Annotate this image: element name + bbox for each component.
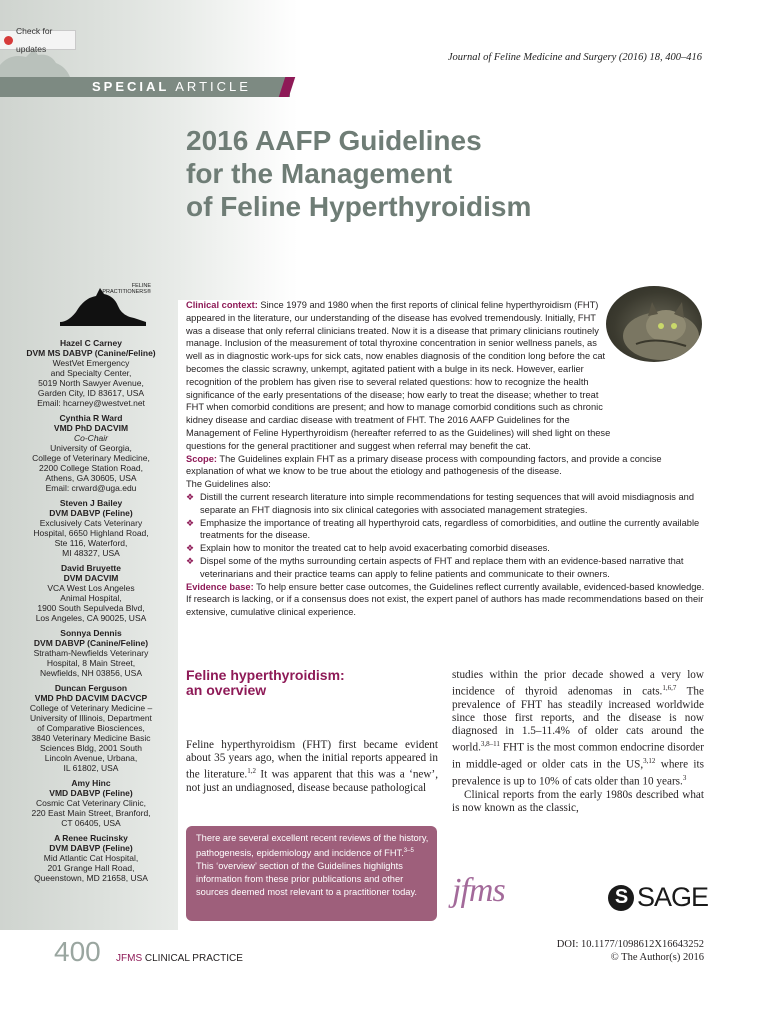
author-name: Steven J Bailey [59,498,123,508]
scope-paragraph [186,453,706,479]
title-line: of Feline Hyperthyroidism [186,191,532,222]
title-line: 2016 AAFP Guidelines [186,125,482,156]
citation: 1,6,7 [662,684,677,693]
author-list [6,338,176,888]
clinical-context-paragraph [186,299,706,453]
author-name: Hazel C Carney [60,338,122,348]
bullet-item [186,491,706,517]
sage-icon: S [608,885,634,911]
author-affiliation-line: Email: crward@uga.edu [45,483,137,493]
update-icon [4,36,13,45]
author-affiliation-line: Los Angeles, CA 90025, USA [35,613,147,623]
author-block [6,628,176,678]
author-credentials: VMD DABVP (Feline) [49,788,133,798]
bullet-text: Emphasize the importance of treating all hyperthyroid cats, regardless of comorbidities, and outline the currently available treatments for the disease. [200,517,700,541]
body-text: where its prevalence is up to 10% of cats older than 10 years. [452,758,704,788]
author-credentials: DVM MS DABVP (Canine/Feline) [26,348,156,358]
article-title [186,124,636,223]
author-affiliation-line: WestVet Emergency [52,358,130,368]
overview-callout-box [186,826,437,921]
body-text: Feline hyperthyroidism (FHT) first became evident about 35 years ago, when the initial reports appeared in the literature. [186,739,438,781]
body-text: FHT is the most common endocrine disorder in middle-aged or older cats in the US, [452,741,704,771]
author-affiliation-line: Stratham-Newfields Veterinary [33,648,149,658]
author-affiliation-line: Athens, GA 30605, USA [45,473,137,483]
body-column-1 [186,739,438,795]
author-name: David Bruyette [61,563,121,573]
title-line: for the Management [186,158,453,189]
author-credentials: VMD PhD DACVIM [53,423,129,433]
author-affiliation-line: Hospital, 6650 Highland Road, [33,528,149,538]
jfms-label: JFMS [116,953,143,964]
bullet-item [186,542,706,555]
author-affiliation-line: 1900 South Sepulveda Blvd, [37,603,145,613]
bullet-diamond-icon: ❖ [186,491,195,502]
author-block [6,338,176,408]
author-credentials: DVM DABVP (Canine/Feline) [33,638,149,648]
author-name: Cynthia R Ward [59,413,123,423]
author-affiliation-line: CT 06405, USA [61,818,121,828]
author-affiliation-line: 5019 North Sawyer Avenue, [38,378,144,388]
sage-logo [608,882,708,913]
guidelines-also-text: The Guidelines also: [186,479,271,490]
body-column-2 [452,669,704,815]
evidence-text: To help ensure better case outcomes, the Guidelines reflect currently available, evidenced-based knowledge. If research is lacking, or if a consensus does not exist, the expert panel of authors has made recommendations based on their extensive, cumulative clinical experience. [186,581,705,618]
copyright: © The Author(s) 2016 [610,952,704,963]
author-affiliation-line: Sciences Bldg, 2001 South [39,743,143,753]
body-text: It was apparent that this was a ‘new’, not just an undiagnosed, disease because pathological [186,768,439,795]
special-article-banner [0,77,290,97]
author-affiliation-line: Hospital, 8 Main Street, [46,658,136,668]
clinical-context-text: Since 1979 and 1980 when the first reports of clinical feline hyperthyroidism (FHT) appeared in the literature, our understanding of the disease has evolved tremendously. Initially, FHT was a disease that only referral clinicians treated. Now it is a disease that primary clinicians routinely manage. Inclusion of the measurement of total thyroxine concentration in senior wellness panels, as well as in diagnostic work-ups for sick cats, now enables diagnosis of the condition long before the cat becomes the classic scrawny, unkempt, agitated patient with a bulge in its neck. However, earlier recognition of the problem has given rise to several related questions: how to recognize the health significance of the early presentations of the disease; how early to treat the disease; whether to treat FHT when comorbid conditions are present; and how to manage comorbid conditions such as chronic kidney disease and cardiac disease with treatment of FHT. The 2016 AAFP Guidelines for the Management of Feline Hyperthyroidism (hereafter referred to as the Guidelines) will shed light on these questions for the general practitioner and suggest when referral may benefit the cat. [186,300,611,451]
citation: 3–5 [403,848,414,854]
author-affiliation-line: Exclusively Cats Veterinary [39,518,143,528]
callout-text: There are several excellent recent reviews of the history, pathogenesis, epidemiology and incidence of FHT. [196,833,429,859]
logo-line: PRACTITIONERS® [102,289,151,295]
body-text: studies within the prior decade showed a very low incidence of thyroid adenomas in cats. [452,669,704,698]
logo-text [96,283,151,295]
author-affiliation-line: Animal Hospital, [60,593,122,603]
bullet-diamond-icon: ❖ [186,517,195,528]
author-credentials: DVM DACVIM [63,573,119,583]
bullet-text: Explain how to monitor the treated cat to help avoid exacerbating comorbid diseases. [200,543,550,554]
doi: DOI: 10.1177/1098612X16643252 [556,939,704,950]
author-block [6,563,176,623]
author-credentials: VMD PhD DACVIM DACVCP [34,693,148,703]
author-role: Co-Chair [73,433,108,443]
sage-logo-text: SAGE [637,882,709,912]
author-name: A Renee Rucinsky [54,833,128,843]
body-text: Clinical reports from the early 1980s described what is now known as the classic, [452,788,704,814]
section-heading-line: an overview [186,682,267,698]
bullet-diamond-icon: ❖ [186,543,195,554]
author-affiliation-line: Ste 116, Waterford, [54,538,128,548]
author-affiliation-line: Queenstown, MD 21658, USA [34,873,148,883]
evidence-label: Evidence base: [186,581,254,592]
author-affiliation-line: Mid Atlantic Cat Hospital, [43,853,139,863]
author-affiliation-line: 201 Grange Hall Road, [47,863,135,873]
evidence-paragraph [186,581,706,619]
banner-special: SPECIAL [92,79,170,94]
banner-article: ARTICLE [175,79,251,94]
author-block [6,778,176,828]
check-for-updates-badge[interactable] [0,26,76,54]
author-affiliation-line: College of Veterinary Medicine – [29,703,153,713]
author-affiliation-line: 3840 Veterinary Medicine Basic [31,733,151,743]
author-affiliation-line: Lincoln Avenue, Urbana, [44,753,138,763]
clinical-context-label: Clinical context: [186,300,258,310]
author-affiliation-line: of Comparative Biosciences, [37,723,145,733]
logo-line: FELINE [131,283,151,289]
author-name: Sonnya Dennis [60,628,122,638]
journal-reference: Journal of Feline Medicine and Surgery (2016) 18, 400–416 [447,52,702,63]
body-text: The prevalence of FHT has steadily increased worldwide since those first reports, and the disease is now diagnosed in 1.5–11.4% of older cats around the world. [452,685,704,754]
author-affiliation-line: University of Georgia, [50,443,132,453]
scope-label: Scope: [186,453,217,464]
bullet-diamond-icon: ❖ [186,555,195,566]
citation: 3,8–11 [480,740,500,749]
citation: 1,2 [247,767,256,776]
author-affiliation-line: Email: hcarney@westvet.net [37,398,145,408]
author-name: Amy Hinc [71,778,111,788]
citation: 3 [682,773,687,782]
abstract [186,299,706,619]
author-affiliation-line: University of Illinois, Department [30,713,152,723]
author-affiliation-line: 2200 College Station Road, [39,463,143,473]
author-affiliation-line: VCA West Los Angeles [47,583,135,593]
check-updates-label: Check for updates [16,26,53,54]
bullet-text: Dispel some of the myths surrounding certain aspects of FHT and replace them with an evidence-based narrative that veterinarians and their practice teams can apply to feline patients and communicate to their owners. [200,555,684,579]
author-affiliation-line: College of Veterinary Medicine, [32,453,150,463]
author-affiliation-line: Garden City, ID 83617, USA [37,388,145,398]
clinical-practice-label: CLINICAL PRACTICE [142,953,243,964]
author-affiliation-line: Cosmic Cat Veterinary Clinic, [35,798,147,808]
author-affiliation-line: MI 48327, USA [62,548,120,558]
author-block [6,413,176,493]
author-block [6,683,176,773]
bullet-item [186,517,706,543]
section-heading [186,668,416,698]
bullet-item [186,555,706,581]
author-name: Duncan Ferguson [54,683,128,693]
author-credentials: DVM DABVP (Feline) [49,508,133,518]
author-affiliation-line: and Specialty Center, [50,368,132,378]
citation: 3,12 [643,757,656,766]
section-heading-line: Feline hyperthyroidism: [186,667,345,683]
author-affiliation-line: IL 61802, USA [63,763,119,773]
author-affiliation-line: 220 East Main Street, Branford, [31,808,151,818]
scope-text: The Guidelines explain FHT as a primary disease process with compounding factors, and provide a concise explanation of what we know to be true about the etiology and pathogenesis of the disease. [186,453,662,477]
callout-text: This ‘overview’ section of the Guidelines highlights information from these prior publications and other sources deemed most relevant to a practitioner today. [196,861,418,898]
author-block [6,833,176,883]
doi-block [557,938,704,964]
author-credentials: DVM DABVP (Feline) [49,843,133,853]
author-affiliation-line: Newfields, NH 03856, USA [39,668,143,678]
page-number: 400 [54,936,101,967]
author-block [6,498,176,558]
jfms-logo: jfms [452,872,505,909]
journal-section-label [116,953,243,964]
bullet-text: Distill the current research literature into simple recommendations for testing sequences that will avoid misdiagnosis and separate an FHT diagnosis into six clinical categories with associated management strategies. [200,491,695,515]
